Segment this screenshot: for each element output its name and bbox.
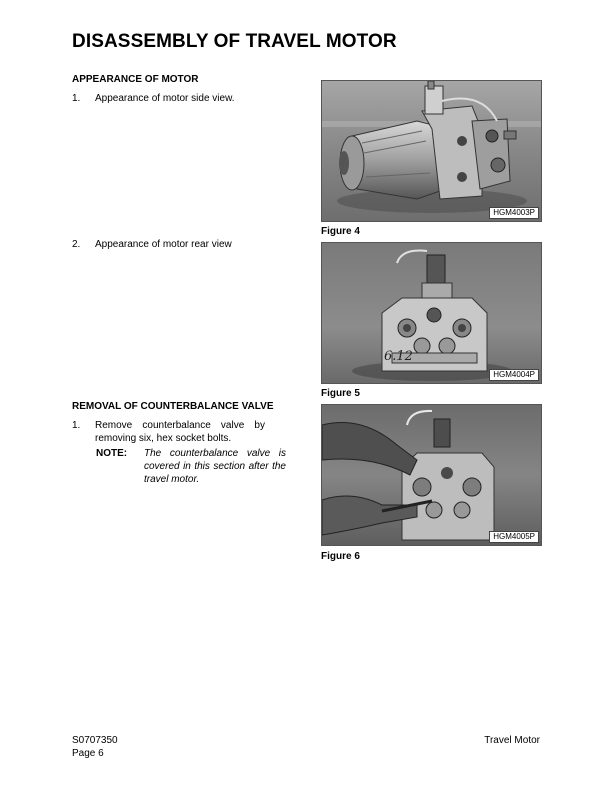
figure-code-label: HGM4004P	[489, 369, 539, 381]
step-text-line1: Remove counterbalance valve by	[95, 420, 265, 431]
figure-code-label: HGM4003P	[489, 207, 539, 219]
step-number: 1.	[72, 93, 81, 104]
step-text: Appearance of motor rear view	[95, 239, 232, 250]
figure-4-caption: Figure 4	[321, 226, 360, 237]
motor-side-view-image	[322, 81, 541, 221]
section-heading-counterbalance: REMOVAL OF COUNTERBALANCE VALVE	[72, 401, 274, 412]
note-text: The counterbalance valve is covered in this section after the travel motor.	[144, 448, 286, 485]
figure-6-photo	[321, 404, 542, 546]
figure-5-caption: Figure 5	[321, 388, 360, 399]
step-number: 2.	[72, 239, 81, 250]
motor-rear-view-image	[322, 243, 541, 383]
figure-5-photo	[321, 242, 542, 384]
step-text: Appearance of motor side view.	[95, 93, 235, 104]
note-label: NOTE:	[96, 448, 128, 459]
section-heading-appearance: APPEARANCE OF MOTOR	[72, 74, 199, 85]
footer-doc-number: S0707350	[72, 735, 118, 746]
step-number: 1.	[72, 420, 81, 431]
handwritten-mark: 6.12	[384, 349, 413, 364]
page-title: DISASSEMBLY OF TRAVEL MOTOR	[72, 31, 397, 52]
figure-4-photo	[321, 80, 542, 222]
step-text-line2: removing six, hex socket bolts.	[95, 433, 232, 444]
footer-page-number: Page 6	[72, 748, 104, 759]
figure-6-caption: Figure 6	[321, 551, 360, 562]
valve-removal-image	[322, 405, 541, 545]
footer-section-name: Travel Motor	[484, 735, 540, 746]
figure-code-label: HGM4005P	[489, 531, 539, 543]
